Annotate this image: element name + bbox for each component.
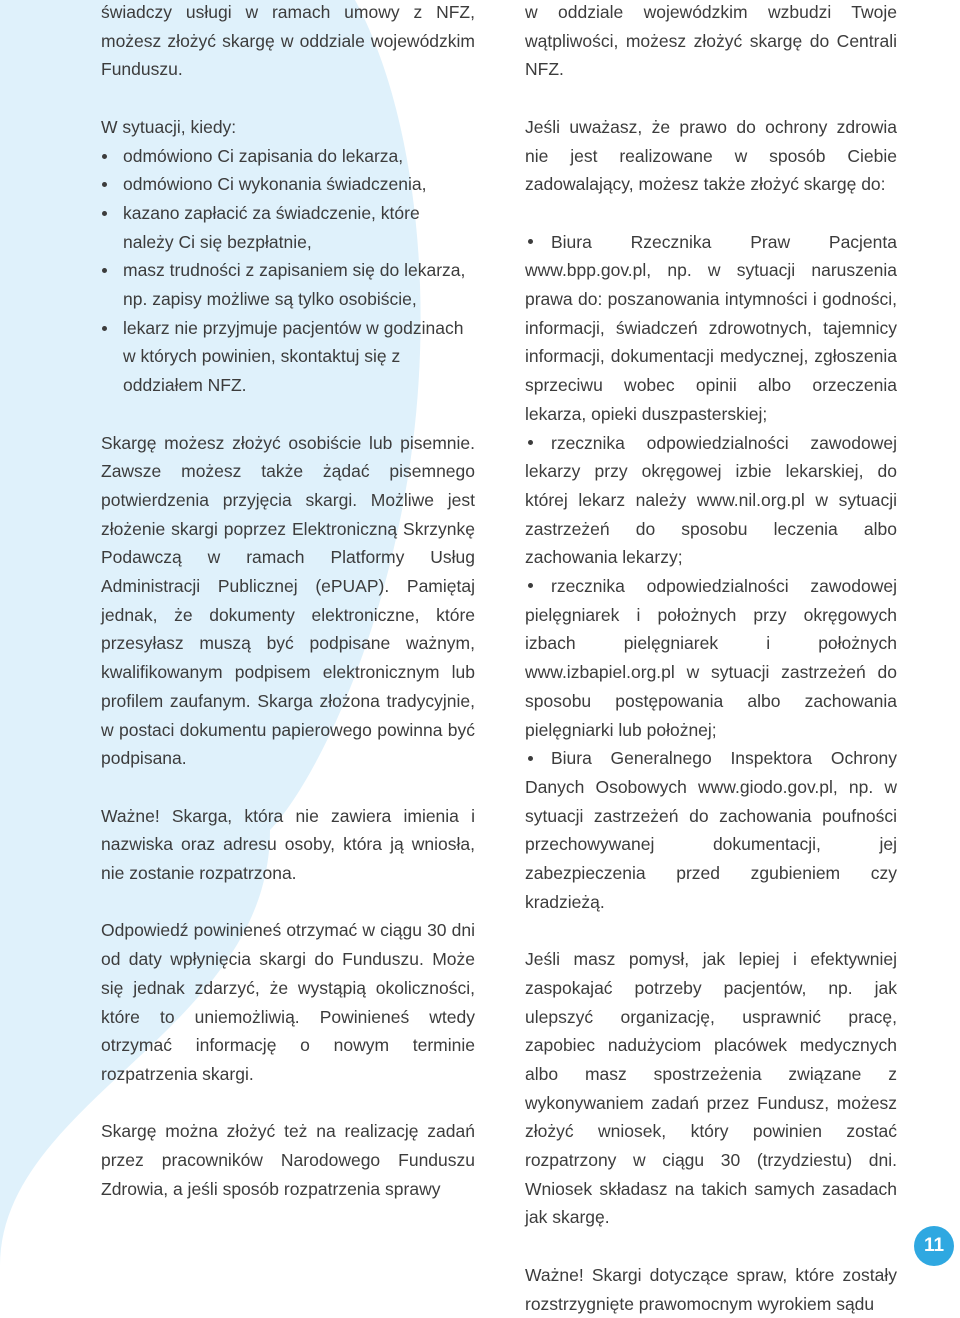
page-number-badge: 11 [914,1226,954,1266]
important-note-right: Ważne! Skargi dotyczące spraw, które zostały rozstrzygnięte prawomocnym wyrokiem sądu [525,1264,897,1314]
list-item: odmówiono Ci wykonania świadczenia, [101,170,475,199]
right-column [525,0,897,1318]
list-item: odmówiono Ci zapisania do lekarza, [101,142,475,171]
right-paragraph-0: w oddziale wojewódzkim wzbudzi Twoje wątpliwości, możesz złożyć skargę do Centrali NFZ. [525,2,897,80]
bullet-icon [525,744,551,773]
list-item-text: rzecznika odpowiedzialności zawodowej pielęgniarek i położnych przy okręgowych izbach pielęgniarek i położnych www.izbapiel.org.pl w sytuacji zastrzeżeń do sposobu postępowania albo zachowania pielęgniarki lub położnej; [525,576,897,740]
list-item-text: rzecznika odpowiedzialności zawodowej lekarzy przy okręgowej izbie lekarskiej, do której lekarz należy www.nil.org.pl w sytuacji zastrzeżeń do sposobu leczenia albo zachowania lekarzy; [525,432,897,568]
left-paragraph-0: świadczy usługi w ramach umowy z NFZ, możesz złożyć skargę w oddziale wojewódzkim Funduszu. [101,2,475,80]
list-item-text: Biura Rzecznika Praw Pacjenta www.bpp.gov.pl, np. w sytuacji naruszenia prawa do: poszanowania intymności i godności, informacji, świadczeń zdrowotnych, tajemnicy informacji, dokumentacji medycznej, zgłoszenia sprzeciwu wobec opinii albo orzeczenia lekarza, opieki duszpasterskiej; [525,231,897,424]
situations-list [101,142,475,400]
list-item [525,228,897,429]
left-paragraph-3: Odpowiedź powinieneś otrzymać w ciągu 30 dni od daty wpłynięcia skargi do Funduszu. Może się jednak zdarzyć, że wystąpią okoliczności, które to uniemożliwią. Powinieneś wtedy otrzymać informację o nowym terminie rozpatrzenia skargi. [101,920,475,1084]
left-paragraph-4: Skargę można złożyć też na realizację zadań przez pracowników Narodowego Funduszu Zdrowia, a jeśli sposób rozpatrzenia sprawy [101,1121,475,1199]
bullet-icon [525,429,551,458]
important-note: Ważne! Skarga, która nie zawiera imienia i nazwiska oraz adresu osoby, która ją wniosła, nie zostanie rozpatrzona. [101,805,475,884]
list-item: masz trudności z zapisaniem się do lekarza, np. zapisy możliwe są tylko osobiście, [101,256,475,313]
left-paragraph-1: Skargę możesz złożyć osobiście lub pisemnie. Zawsze możesz także żądać pisemnego potwierdzenia przyjęcia skargi. Możliwe jest złożenie skargi poprzez Elektroniczną Skrzynkę Podawczą w ramach Platformy Usług Administracji Publicznej (ePUAP). Pamiętaj jednak, że dokumenty elektroniczne, które przesyłasz muszą być podpisane ważnym, kwalifikowanym podpisem elektronicznym lub profilem zaufanym. Skarga złożona tradycyjnie, w postaci dokumentu papierowego powinna być podpisana. [101,432,475,769]
list-item-text: Biura Generalnego Inspektora Ochrony Danych Osobowych www.giodo.gov.pl, np. w sytuacji zastrzeżeń do zachowania poufności przechowywanej dokumentacji, jej zabezpieczenia przed zgubieniem czy kradzieżą. [525,748,897,912]
list-item: lekarz nie przyjmuje pacjentów w godzinach w których powinien, skontaktuj się z oddziałem NFZ. [101,314,475,400]
list-item: kazano zapłacić za świadczenie, które należy Ci się bezpłatnie, [101,199,475,256]
list-item [525,572,897,744]
left-column [101,0,475,1203]
list-item [525,744,897,916]
bullet-icon [525,572,551,601]
institutions-list [525,228,897,917]
bullet-icon [525,228,551,257]
right-paragraph-1: Jeśli uważasz, że prawo do ochrony zdrowia nie jest realizowane w sposób Ciebie zadowalający, możesz także złożyć skargę do: [525,116,897,195]
list-item [525,429,897,573]
list-intro: W sytuacji, kiedy: [101,116,237,137]
right-paragraph-2: Jeśli masz pomysł, jak lepiej i efektywniej zaspokajać potrzeby pacjentów, np. jak ulepszyć organizację, usprawnić pracę, zapobiec nadużyciom placówek medycznych albo masz spostrzeżenia związane z wykonywaniem zadań przez Fundusz, możesz złożyć wniosek, który powinien zostać rozpatrzony w ciągu 30 (trzydziestu) dni. Wniosek składasz na takich samych zasadach jak skargę. [525,949,897,1228]
